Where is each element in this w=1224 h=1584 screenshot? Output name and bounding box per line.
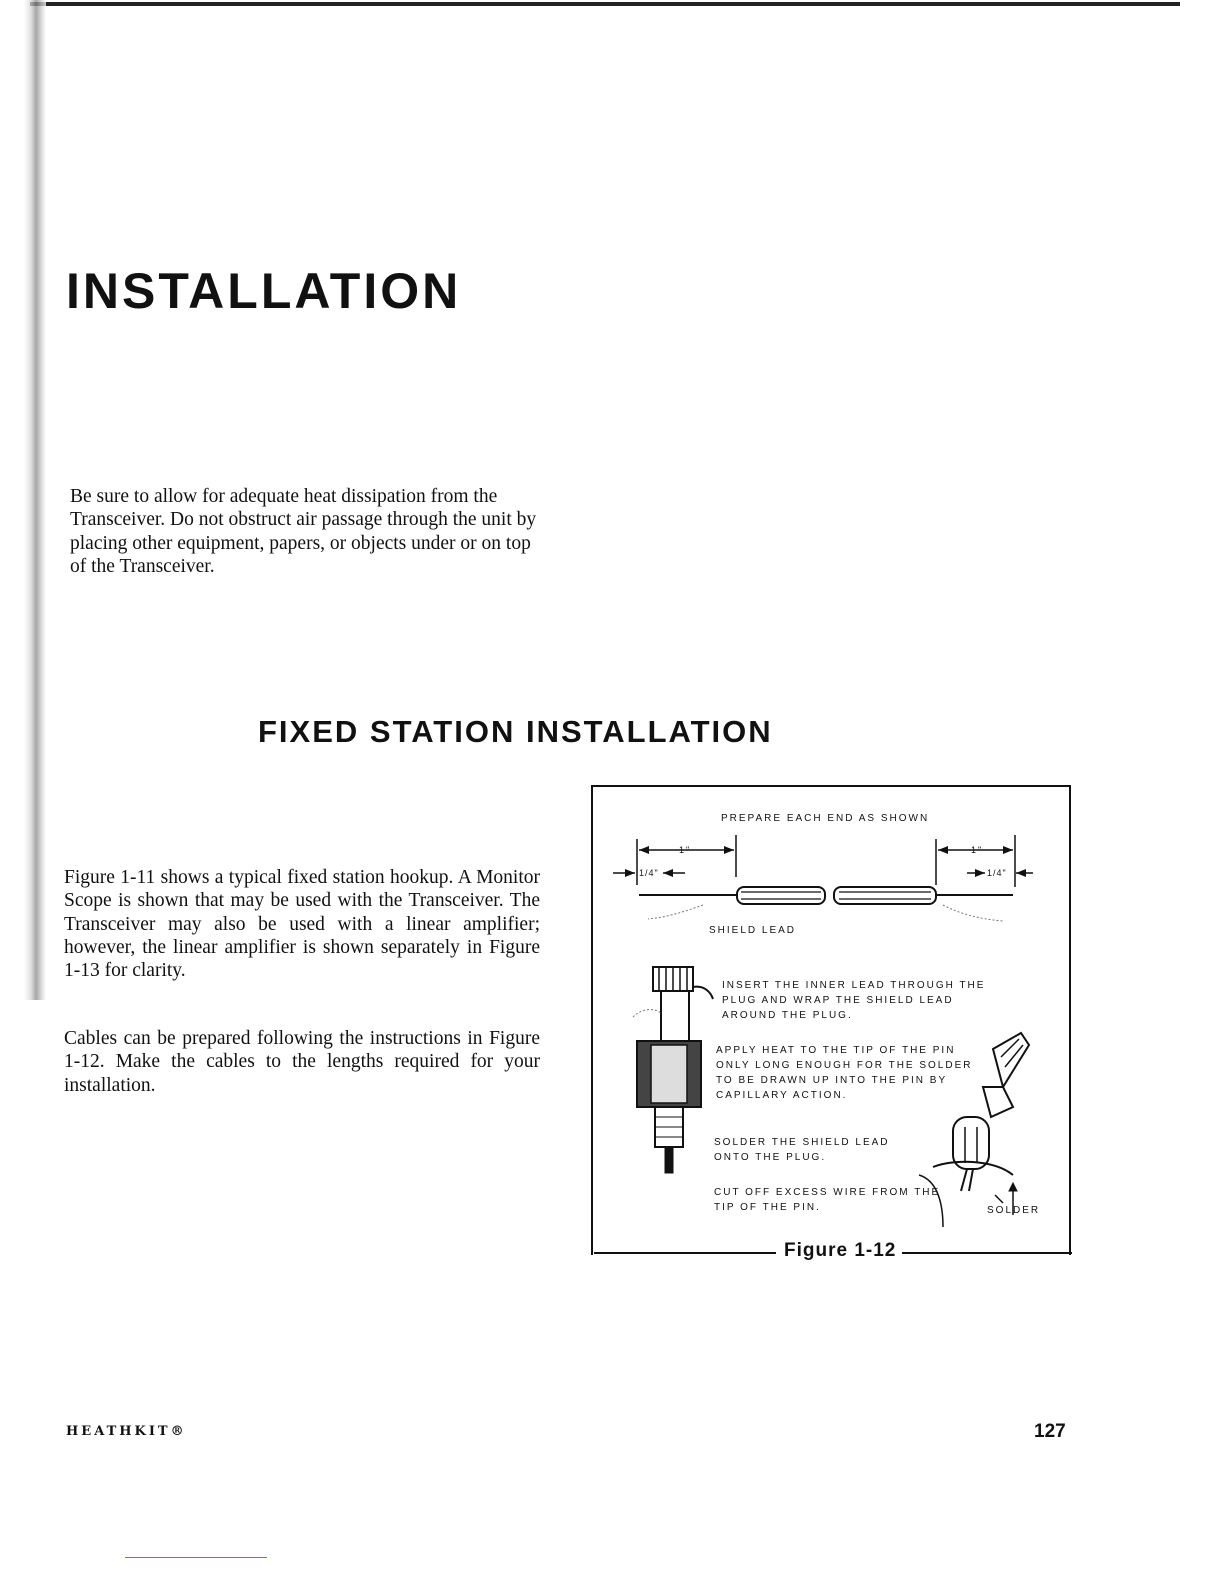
caption-rule-right [902,1252,1072,1254]
cables-paragraph: Cables can be prepared following the instructions in Figure 1-12. Make the cables to the lengths required for your installation. [64,1028,540,1096]
caption-rule-left [594,1252,776,1254]
figure-1-12 [591,785,1071,1255]
dim-one-inch-left: 1" [679,845,692,855]
step-solder-shield: SOLDER THE SHIELD LEAD ONTO THE PLUG. [714,1137,890,1163]
coax-cable-left [639,887,825,919]
coax-cable-right [834,887,1013,921]
section-title: FIXED STATION INSTALLATION [258,714,773,749]
cable-dimension-markers [613,835,1033,887]
figure-caption: Figure 1-12 [784,1240,897,1261]
connector-plug [633,967,713,1173]
solder-label: SOLDER [987,1205,1041,1216]
shield-lead-label: SHIELD LEAD [709,925,797,936]
page-number: 127 [1034,1421,1066,1442]
step-insert-lead: INSERT THE INNER LEAD THROUGH THE PLUG AND WRAP THE SHIELD LEAD AROUND THE PLUG. [722,980,986,1021]
step-cut-wire: CUT OFF EXCESS WIRE FROM THE TIP OF THE PIN. [714,1187,941,1213]
brand-logo: HEATHKIT® [66,1424,187,1439]
fig11-paragraph: Figure 1-11 shows a typical fixed station hookup. A Monitor Scope is shown that may be used with the Transceiver. The Transceiver may also be used with a linear amplifier; however, the linear amplifier is shown separately in Figure 1-13 for clarity. [64,867,540,982]
top-rule [30,2,1180,6]
figure-caption-row [594,1240,1072,1264]
page-title: INSTALLATION [66,263,462,319]
dim-one-inch-right: 1" [971,845,984,855]
binding-shadow [24,0,46,1000]
dim-quarter-inch-right: 1/4" [987,868,1007,878]
figure-header: PREPARE EACH END AS SHOWN [721,813,930,824]
step-apply-heat: APPLY HEAT TO THE TIP OF THE PIN ONLY LONG ENOUGH FOR THE SOLDER TO BE DRAWN UP INTO THE PIN BY CAPILLARY ACTION. [716,1045,973,1101]
dim-quarter-inch-left: 1/4" [639,868,659,878]
bottom-rule [125,1557,267,1558]
intro-paragraph: Be sure to allow for adequate heat dissipation from the Transceiver. Do not obstruct air passage through the unit by placing other equipment, papers, or objects under or on top of the Transceiver. [70,486,537,577]
